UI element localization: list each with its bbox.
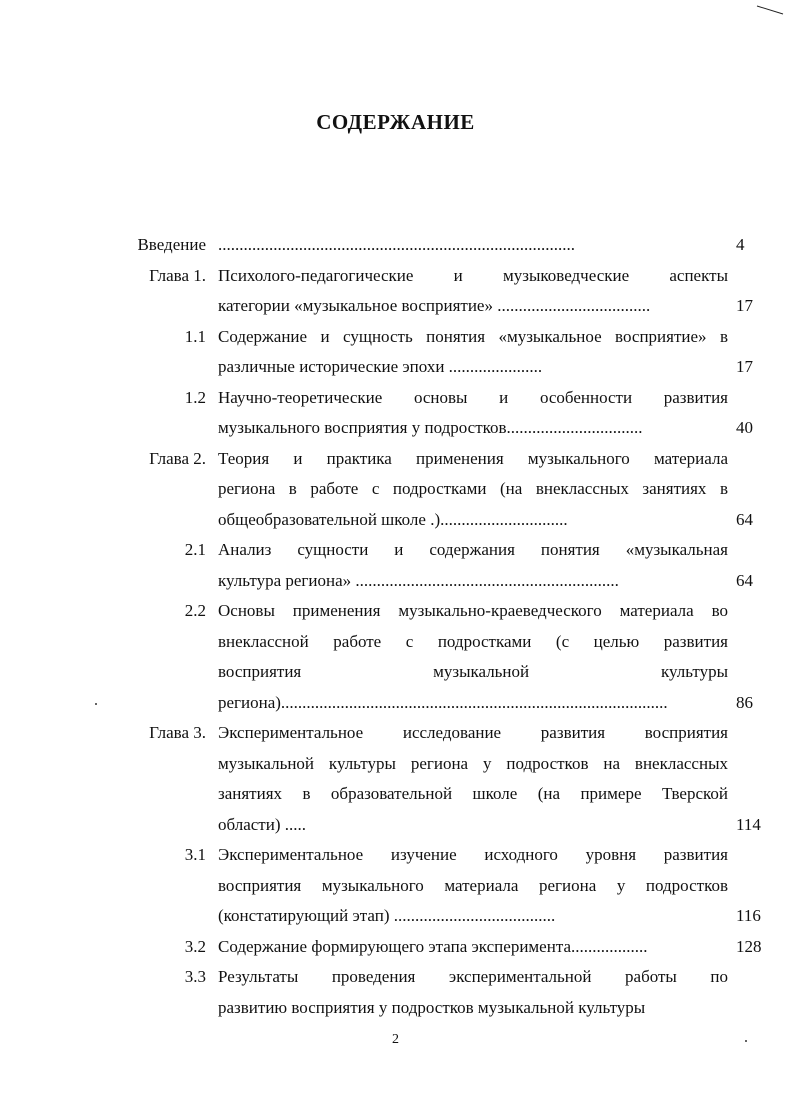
toc-entry-line: различные исторические эпохи ...................... — [218, 357, 543, 376]
page-title: СОДЕРЖАНИЕ — [316, 110, 475, 134]
toc-entry-title — [218, 535, 728, 596]
toc-entry-label: 3.1 — [184, 845, 206, 864]
toc-entry-line: области) ..... — [218, 814, 306, 834]
toc-entry-title — [218, 596, 728, 718]
toc-entry-title — [218, 840, 728, 932]
toc-entry-title — [218, 962, 728, 1023]
toc-entry-label: Глава 1. — [149, 265, 206, 285]
toc-entry-line: Содержание формирующего этапа эксперимента.................. — [218, 936, 648, 956]
toc-entry-line: Экспериментальное исследование развития восприятия — [218, 723, 728, 742]
toc-entry-title — [218, 932, 728, 963]
toc-entry-page: 128 — [736, 936, 762, 956]
toc-entry-label: 1.1 — [184, 326, 206, 346]
toc-entry-line: категории «музыкальное восприятие» .................................... — [218, 296, 651, 315]
toc-entry-line: региона)........................................................................................... — [218, 692, 668, 712]
page-number: 2 — [392, 1032, 399, 1047]
toc-entry-page: 116 — [736, 906, 761, 925]
toc-entry-line: Анализ сущности и содержания понятия «музыкальная — [218, 540, 728, 559]
toc-entry-page: 64 — [736, 509, 753, 529]
toc-entry-line: восприятия музыкального материала региона у подростков — [218, 875, 728, 895]
toc-entry-line: (констатирующий этап) ...................................... — [218, 906, 556, 925]
toc-entry-label: 2.2 — [184, 601, 206, 620]
toc-entry-title — [218, 383, 728, 444]
toc-entry-line: Содержание и сущность понятия «музыкальное восприятие» в — [218, 326, 728, 346]
toc-entry-label: Глава 3. — [149, 723, 206, 742]
toc-entry-line: внеклассной работе с подростками (с целью развития — [218, 631, 728, 651]
toc-entry-page: 86 — [736, 692, 753, 712]
toc-entry-page: 114 — [736, 814, 761, 834]
toc-entry-label: 2.1 — [184, 540, 206, 559]
toc-entry-page: 17 — [736, 296, 753, 315]
toc-entry-title — [218, 261, 728, 322]
toc-entry-line: Психолого-педагогические и музыковедческие аспекты — [218, 265, 728, 285]
toc-entry-line: Основы применения музыкально-краеведческого материала во — [218, 601, 728, 620]
toc-entry-line: занятиях в образовательной школе (на примере Тверской — [218, 784, 728, 803]
toc-entry-line: культура региона» .............................................................. — [218, 570, 619, 590]
toc-entry-line: восприятия музыкальной культуры — [218, 662, 728, 681]
toc-entry-title — [218, 230, 728, 261]
scan-speck — [95, 703, 97, 705]
toc-entry-line: Результаты проведения экспериментальной работы по — [218, 967, 728, 986]
toc-entry-title — [218, 718, 728, 840]
toc-entry-line: музыкального восприятия у подростков................................ — [218, 418, 643, 437]
toc-entry-label: Введение — [137, 235, 206, 254]
scan-artifact-mark — [755, 4, 785, 16]
toc-entry-line: .................................................................................... — [218, 235, 575, 254]
toc-entry-line: Экспериментальное изучение исходного уровня развития — [218, 845, 728, 864]
toc-entry-title — [218, 322, 728, 383]
toc-entry-label: Глава 2. — [149, 448, 206, 468]
toc-entry-line: музыкальной культуры региона у подростков на внеклассных — [218, 753, 728, 773]
toc-entry-line: общеобразовательной школе .).............................. — [218, 509, 568, 529]
toc-entry-page: 17 — [736, 357, 753, 376]
toc-entry-label: 1.2 — [184, 387, 206, 407]
toc-entry-title — [218, 444, 728, 536]
toc-entry-line: региона в работе с подростками (на внеклассных занятиях в — [218, 479, 728, 498]
toc-entry-page: 64 — [736, 570, 753, 590]
toc-entry-line: Теория и практика применения музыкального материала — [218, 448, 728, 468]
toc-entry-page: 4 — [736, 235, 745, 254]
toc-entry-label: 3.2 — [184, 936, 206, 956]
toc-entry-line: развитию восприятия у подростков музыкальной культуры — [218, 997, 646, 1017]
toc-entry-page: 40 — [736, 418, 753, 437]
toc-entry-line: Научно-теоретические основы и особенности развития — [218, 387, 728, 407]
toc-entry-label: 3.3 — [184, 967, 206, 986]
